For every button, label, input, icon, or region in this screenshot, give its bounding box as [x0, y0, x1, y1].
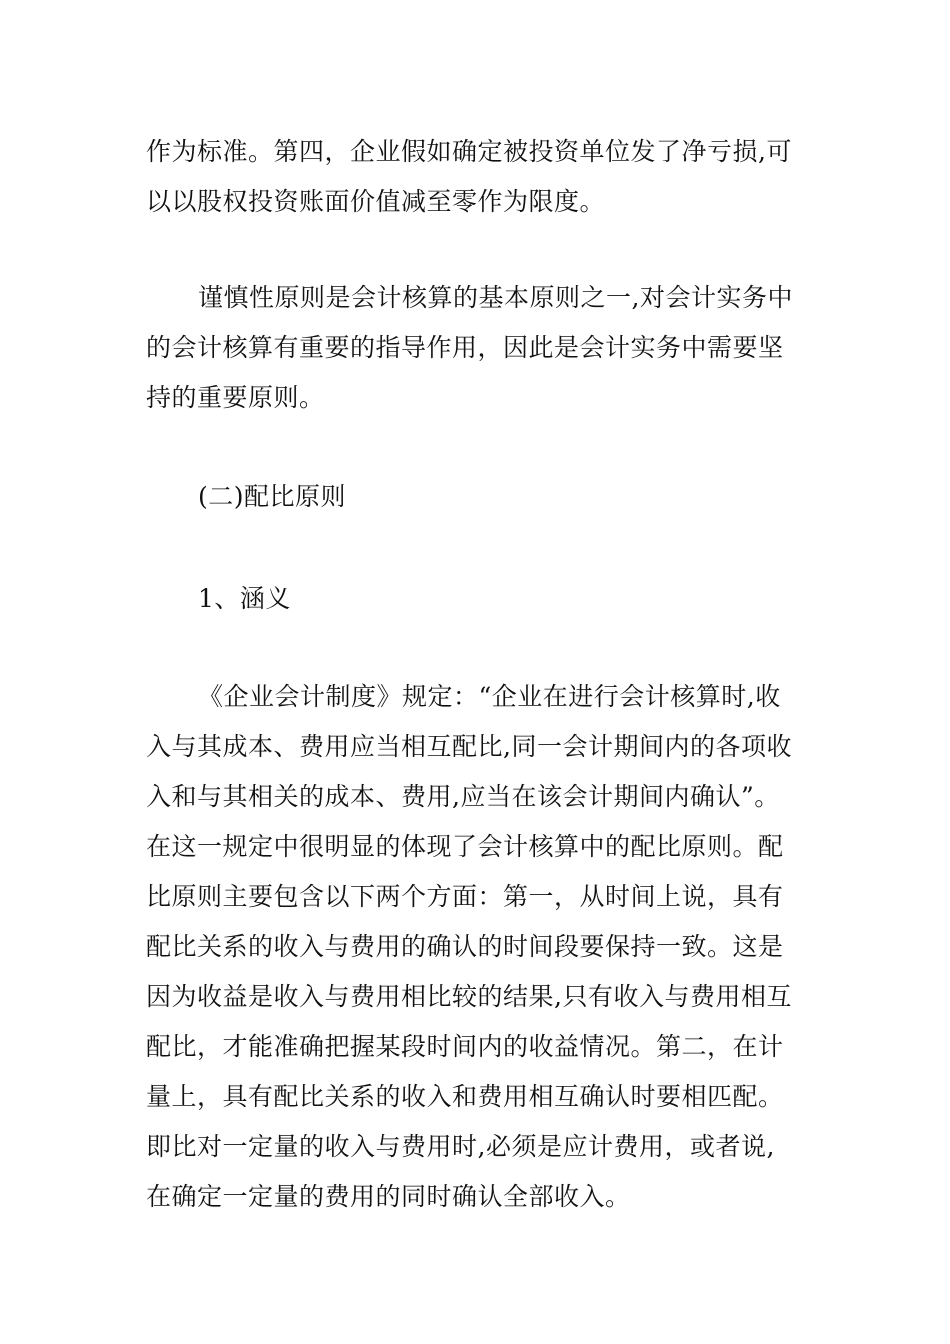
text-line: 作为标准。第四，企业假如确定被投资单位发了净亏损,可: [146, 137, 792, 166]
text-line: 持的重要原则。: [146, 383, 325, 412]
text-line: 的会计核算有重要的指导作用，因此是会计实务中需要坚: [146, 333, 784, 362]
section-heading: [146, 472, 808, 522]
text-line: 以以股权投资账面价值减至零作为限度。: [146, 187, 606, 216]
heading-text: 1、涵义: [198, 584, 291, 613]
paragraph-matching-principle: [146, 672, 808, 1222]
text-line: 在这一规定中很明显的体现了会计核算中的配比原则。配: [146, 832, 784, 861]
text-line: 在确定一定量的费用的同时确认全部收入。: [146, 1182, 631, 1211]
text-line: 量上，具有配比关系的收入和费用相互确认时要相匹配。: [146, 1082, 784, 1111]
text-line: 谨慎性原则是会计核算的基本原则之一,对会计实务中: [198, 283, 793, 312]
heading-text: (二)配比原则: [198, 482, 347, 511]
text-line: 入与其成本、费用应当相互配比,同一会计期间内的各项收: [146, 732, 792, 761]
text-line: 比原则主要包含以下两个方面：第一，从时间上说，具有: [146, 882, 784, 911]
text-line: 《企业会计制度》规定：“企业在进行会计核算时,收: [198, 682, 781, 711]
subsection-heading: [146, 574, 808, 624]
text-line: 因为收益是收入与费用相比较的结果,只有收入与费用相互: [146, 982, 792, 1011]
paragraph-prudence-principle: [146, 273, 808, 423]
text-line: 配比关系的收入与费用的确认的时间段要保持一致。这是: [146, 932, 784, 961]
text-line: 入和与其相关的成本、费用,应当在该会计期间内确认”。: [146, 782, 780, 811]
text-line: 即比对一定量的收入与费用时,必须是应计费用，或者说,: [146, 1132, 775, 1161]
paragraph-continuation: [146, 127, 808, 227]
text-line: 配比，才能准确把握某段时间内的收益情况。第二，在计: [146, 1032, 784, 1061]
